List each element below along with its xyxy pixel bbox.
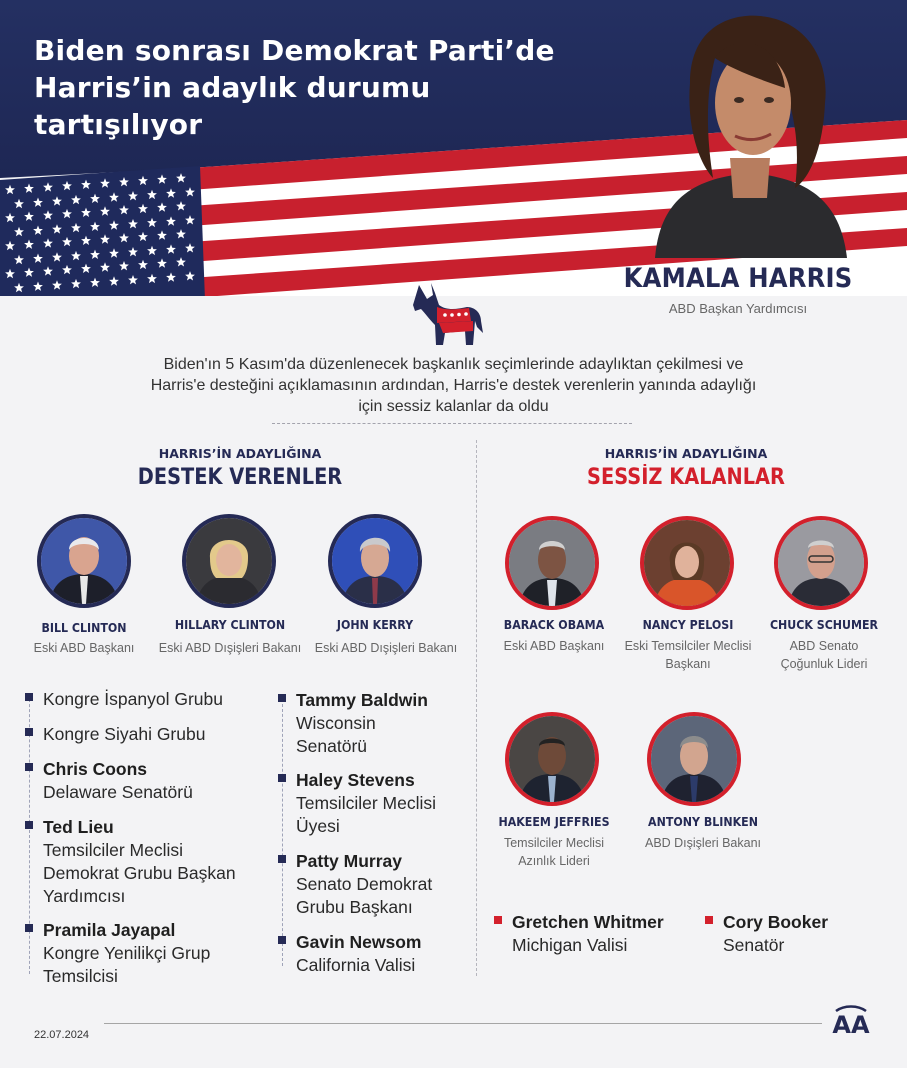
role-line: Başkanı [665,657,711,671]
john-kerry-photo [328,514,422,608]
supporters-subtitle: HARRIS’İN ADAYLIĞINA [158,446,322,461]
list-item-desc: Grubu Başkanı [296,897,413,917]
featured-name: KAMALA HARRIS [623,263,853,294]
list-item-desc: Kongre Yenilikçi Grup [43,943,211,963]
list-item-desc: Senatör [723,935,785,955]
list-item-name: Tammy Baldwin [296,690,428,710]
intro-paragraph [90,354,817,417]
democrat-donkey-icon [413,281,485,349]
list-item-desc: Temsilciler Meclisi [43,840,184,860]
silent-title: SESSİZ KALANLAR [587,465,785,490]
silent-role-3 [756,637,892,673]
footer-divider [104,1023,822,1024]
role-line: Eski ABD Başkanı [503,639,605,653]
list-item-desc: Temsilciler Meclisi [296,793,437,813]
list-item-desc: Delaware Senatörü [43,782,193,802]
silent-name-1: BARACK OBAMA [503,618,605,632]
silent-role-5 [622,834,784,852]
silent-role-1 [486,637,622,655]
supporter-role-3: Eski ABD Dışişleri Bakanı [314,641,458,655]
intro-divider [272,423,632,424]
featured-role: ABD Başkan Yardımcısı [668,301,808,316]
right-list-rail [282,694,283,966]
supporter-role-1: Eski ABD Başkanı [33,641,135,655]
title-line-2: Harris’in adaylık durumu [34,71,431,104]
page-title [34,32,614,143]
supporter-name-3: JOHN KERRY [336,618,414,632]
bill-clinton-photo [37,514,131,608]
role-line: ABD Dışişleri Bakanı [644,836,761,850]
list-item-desc: California Valisi [296,955,416,975]
list-item-name: Cory Booker [723,912,829,932]
list-item-desc: Michigan Valisi [512,935,628,955]
list-item-desc: Üyesi [296,816,340,836]
list-item-desc: Senatörü [296,736,368,756]
intro-line-1: Biden'ın 5 Kasım'da düzenlenecek başkanlık seçimlerinde adaylıktan çekilmesi ve [163,356,744,373]
role-line: Çoğunluk Lideri [780,657,868,671]
publish-date: 22.07.2024 [34,1029,90,1041]
svg-text:AA: AA [832,1011,870,1039]
list-item-name: Haley Stevens [296,770,415,790]
silent-name-2: NANCY PELOSI [642,618,734,632]
chuck-schumer-photo [774,516,868,610]
header-banner [0,0,907,300]
kamala-harris-portrait [635,8,865,258]
list-item-name: Kongre İspanyol Grubu [43,689,223,709]
intro-line-3: için sessiz kalanlar da oldu [358,398,549,415]
supporters-title: DESTEK VERENLER [137,465,343,490]
list-item-desc: Temsilcisi [43,966,118,986]
antony-blinken-photo [647,712,741,806]
silent-name-3: CHUCK SCHUMER [769,618,879,632]
barack-obama-photo [505,516,599,610]
aa-logo-icon [832,1004,870,1040]
list-item-desc: Wisconsin [296,713,376,733]
silent-name-4: HAKEEM JEFFRIES [498,815,610,829]
silent-role-4 [486,834,622,870]
list-item-name: Ted Lieu [43,817,114,837]
list-item-name: Patty Murray [296,851,403,871]
list-item-desc: Senato Demokrat [296,874,433,894]
list-item-desc: Demokrat Grubu Başkan [43,863,236,883]
nancy-pelosi-photo [640,516,734,610]
supporter-role-2: Eski ABD Dışişleri Bakanı [158,641,302,655]
title-line-3: tartışılıyor [34,108,203,141]
role-line: ABD Senato [789,639,859,653]
list-item-name: Chris Coons [43,759,148,779]
list-item-name: Pramila Jayapal [43,920,176,940]
left-list-rail [29,694,30,974]
hakeem-jeffries-photo [505,712,599,806]
intro-line-2: Harris'e desteğini açıklamasının ardından, Harris'e destek verenlerin yanında adaylığı [150,377,757,394]
silent-role-2 [612,637,764,673]
supporter-name-1: BILL CLINTON [41,621,127,635]
list-item-name: Kongre Siyahi Grubu [43,724,206,744]
silent-name-5: ANTONY BLINKEN [648,815,758,829]
list-item-desc: Yardımcısı [43,886,126,906]
supporter-name-2: HILLARY CLINTON [174,618,286,632]
list-item-name: Gretchen Whitmer [512,912,664,932]
silent-subtitle: HARRIS’İN ADAYLIĞINA [604,446,768,461]
role-line: Temsilciler Meclisi [503,836,604,850]
column-divider [476,440,477,976]
role-line: Eski Temsilciler Meclisi [624,639,752,653]
list-item-name: Gavin Newsom [296,932,422,952]
title-line-1: Biden sonrası Demokrat Parti’de [34,34,555,67]
hillary-clinton-photo [182,514,276,608]
role-line: Azınlık Lideri [518,854,590,868]
